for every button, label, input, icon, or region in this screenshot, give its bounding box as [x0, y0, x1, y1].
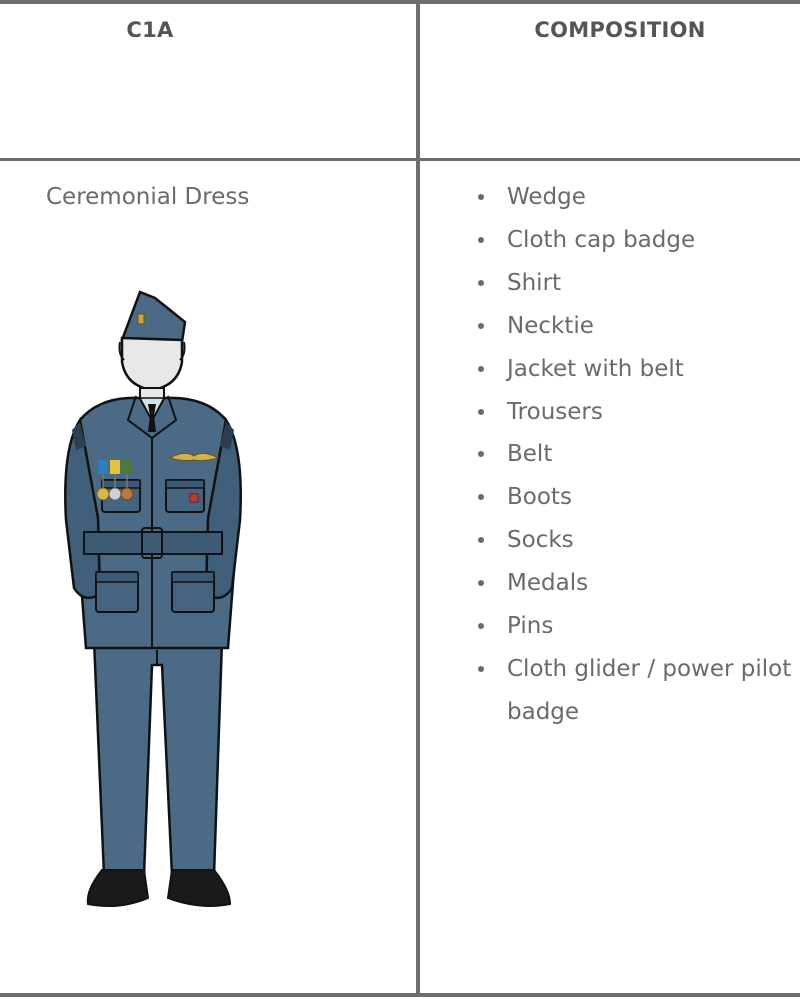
bullet-icon	[478, 194, 484, 200]
bullet-icon	[478, 451, 484, 457]
list-item	[470, 562, 800, 605]
composition-list	[470, 176, 800, 734]
item-label: Cloth cap badge	[507, 226, 696, 253]
list-item	[470, 648, 800, 691]
bullet-icon	[478, 666, 484, 672]
bullet-icon	[478, 537, 484, 543]
trousers	[94, 640, 222, 875]
boots	[88, 870, 230, 906]
cadet-uniform-figure	[40, 270, 280, 920]
list-item-continuation	[470, 691, 800, 734]
item-label: Medals	[507, 570, 589, 597]
pin	[190, 494, 198, 502]
list-item	[470, 305, 800, 348]
bullet-icon	[478, 366, 484, 372]
column-divider	[416, 0, 420, 997]
list-item	[470, 348, 800, 391]
bullet-icon	[478, 323, 484, 329]
bullet-icon	[478, 494, 484, 500]
list-item	[470, 391, 800, 434]
wedge-cap	[122, 292, 185, 342]
item-label: Wedge	[507, 184, 586, 210]
item-label: Jacket with belt	[507, 355, 684, 382]
item-label: Boots	[507, 484, 572, 511]
header-bottom-border	[0, 158, 800, 161]
jacket	[65, 396, 240, 648]
table-top-border	[0, 0, 800, 4]
list-item	[470, 519, 800, 562]
medals	[97, 460, 133, 500]
list-item	[470, 433, 800, 476]
item-label: Pins	[507, 613, 554, 640]
bullet-icon	[478, 580, 484, 586]
bullet-icon	[478, 280, 484, 286]
list-item	[470, 605, 800, 648]
bullet-icon	[478, 409, 484, 415]
item-label: badge	[507, 698, 580, 725]
list-item	[470, 176, 800, 219]
list-item	[470, 219, 800, 262]
header-dress-code: C1A	[126, 18, 174, 42]
bullet-icon	[478, 237, 484, 243]
list-item	[470, 476, 800, 519]
head	[120, 338, 185, 402]
item-label: Shirt	[507, 269, 562, 296]
item-label: Socks	[507, 527, 574, 554]
item-label: Necktie	[507, 312, 594, 339]
uniform-name: Ceremonial Dress	[46, 184, 250, 210]
item-label: Cloth glider / power pilot	[507, 655, 792, 682]
bullet-icon	[478, 623, 484, 629]
table-bottom-border	[0, 993, 800, 997]
list-item	[470, 262, 800, 305]
header-composition: COMPOSITION	[534, 18, 706, 42]
item-label: Belt	[507, 441, 553, 468]
item-label: Trousers	[507, 398, 603, 425]
